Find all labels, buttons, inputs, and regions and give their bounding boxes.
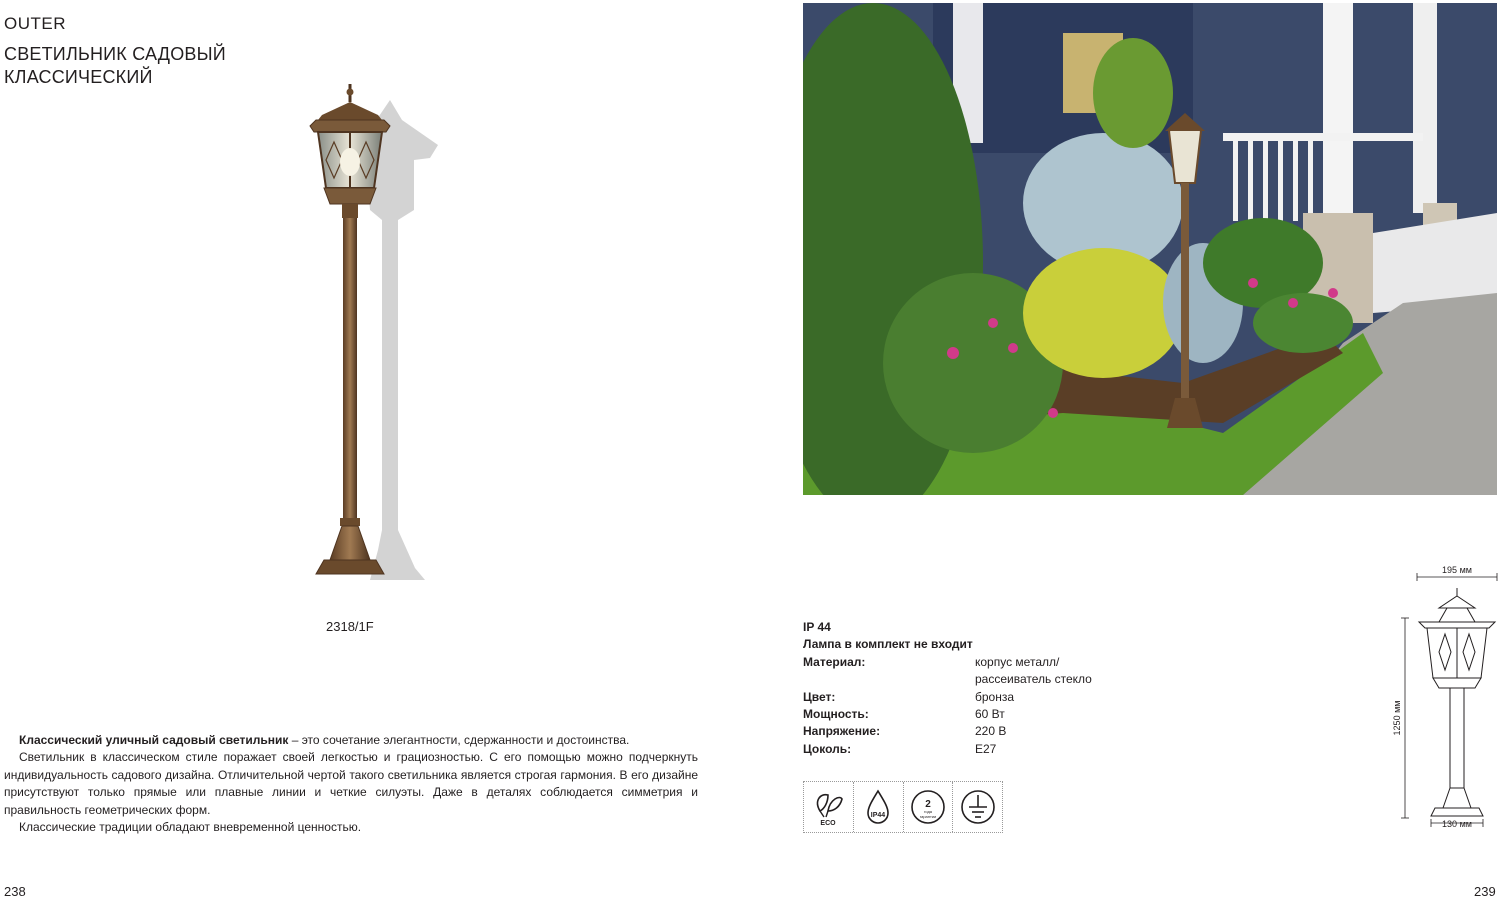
description-lead-bold: Классический уличный садовый светильник — [19, 733, 289, 747]
ip44-water-drop-icon — [862, 787, 894, 827]
spec-value: E27 — [975, 741, 997, 756]
title-line-1: СВЕТИЛЬНИК САДОВЫЙ — [4, 44, 226, 64]
eco-label: ECO — [820, 820, 836, 827]
spec-value: рассеиватель стекло — [975, 672, 1092, 687]
dimension-width-base: 130 мм — [1442, 819, 1472, 829]
description-lead-rest: – это сочетание элегантности, сдержанности и достоинства. — [288, 733, 630, 747]
product-description — [4, 732, 698, 836]
description-paragraph-3: Классические традиции обладают вневременной ценностью. — [19, 820, 362, 835]
dimension-height: 1250 мм — [1392, 700, 1402, 736]
spec-row — [803, 706, 1092, 723]
brand-name: OUTER — [4, 14, 66, 33]
ground-earth-icon — [959, 787, 997, 827]
ground-badge — [953, 782, 1002, 832]
spec-row — [803, 723, 1092, 740]
description-paragraph-2: Светильник в классическом стиле поражает своей легкостью и грациозностью. С его помощью можно подчеркнуть индивидуальность садового дизайна. Отличительной чертой такого светильника является строгая гармония. В его дизайне присутствуют только прямые или плавные линии и четкие силуэты. Даже в деталях соблюдается симметрия и правильность геометрических форм. — [4, 750, 698, 817]
warranty-2-years-icon — [909, 787, 947, 827]
spec-row — [803, 671, 1092, 688]
spec-value: 220 В — [975, 724, 1007, 739]
spec-row — [803, 741, 1092, 758]
ip44-badge — [854, 782, 904, 832]
feature-badges — [803, 781, 1003, 833]
dimension-width-top: 195 мм — [1442, 565, 1472, 575]
spec-key: Цоколь: — [803, 741, 852, 756]
description-lead — [4, 732, 698, 749]
spec-ip-rating: IP 44 — [803, 620, 831, 634]
specifications — [803, 619, 1092, 758]
spec-row — [803, 654, 1092, 671]
product-model: 2318/1F — [326, 619, 374, 634]
spec-row — [803, 689, 1092, 706]
spec-key: Цвет: — [803, 689, 836, 704]
warranty-number: 2 — [925, 799, 931, 810]
spec-key — [803, 671, 975, 688]
spec-value: корпус металл/ — [975, 654, 1060, 669]
page-number-right: 239 — [1474, 884, 1496, 899]
product-image — [290, 80, 450, 590]
warranty-line-2: гарантии — [919, 814, 937, 819]
garden-photo — [803, 3, 1497, 495]
spec-key: Материал: — [803, 654, 866, 669]
warranty-line-1: года — [923, 809, 932, 814]
spec-key: Мощность: — [803, 707, 869, 722]
spec-value: бронза — [975, 689, 1015, 704]
ip44-label: IP44 — [870, 812, 886, 819]
dimension-drawing — [1385, 560, 1500, 835]
spec-value: 60 Вт — [975, 707, 1005, 722]
page-title — [4, 43, 226, 89]
spec-key: Напряжение: — [803, 724, 881, 739]
page-number-left: 238 — [4, 884, 26, 899]
spec-lamp-note: Лампа в комплект не входит — [803, 637, 973, 652]
title-line-2: КЛАССИЧЕСКИЙ — [4, 67, 153, 87]
warranty-badge — [904, 782, 954, 832]
eco-leaf-icon — [810, 787, 846, 827]
eco-badge — [804, 782, 854, 832]
